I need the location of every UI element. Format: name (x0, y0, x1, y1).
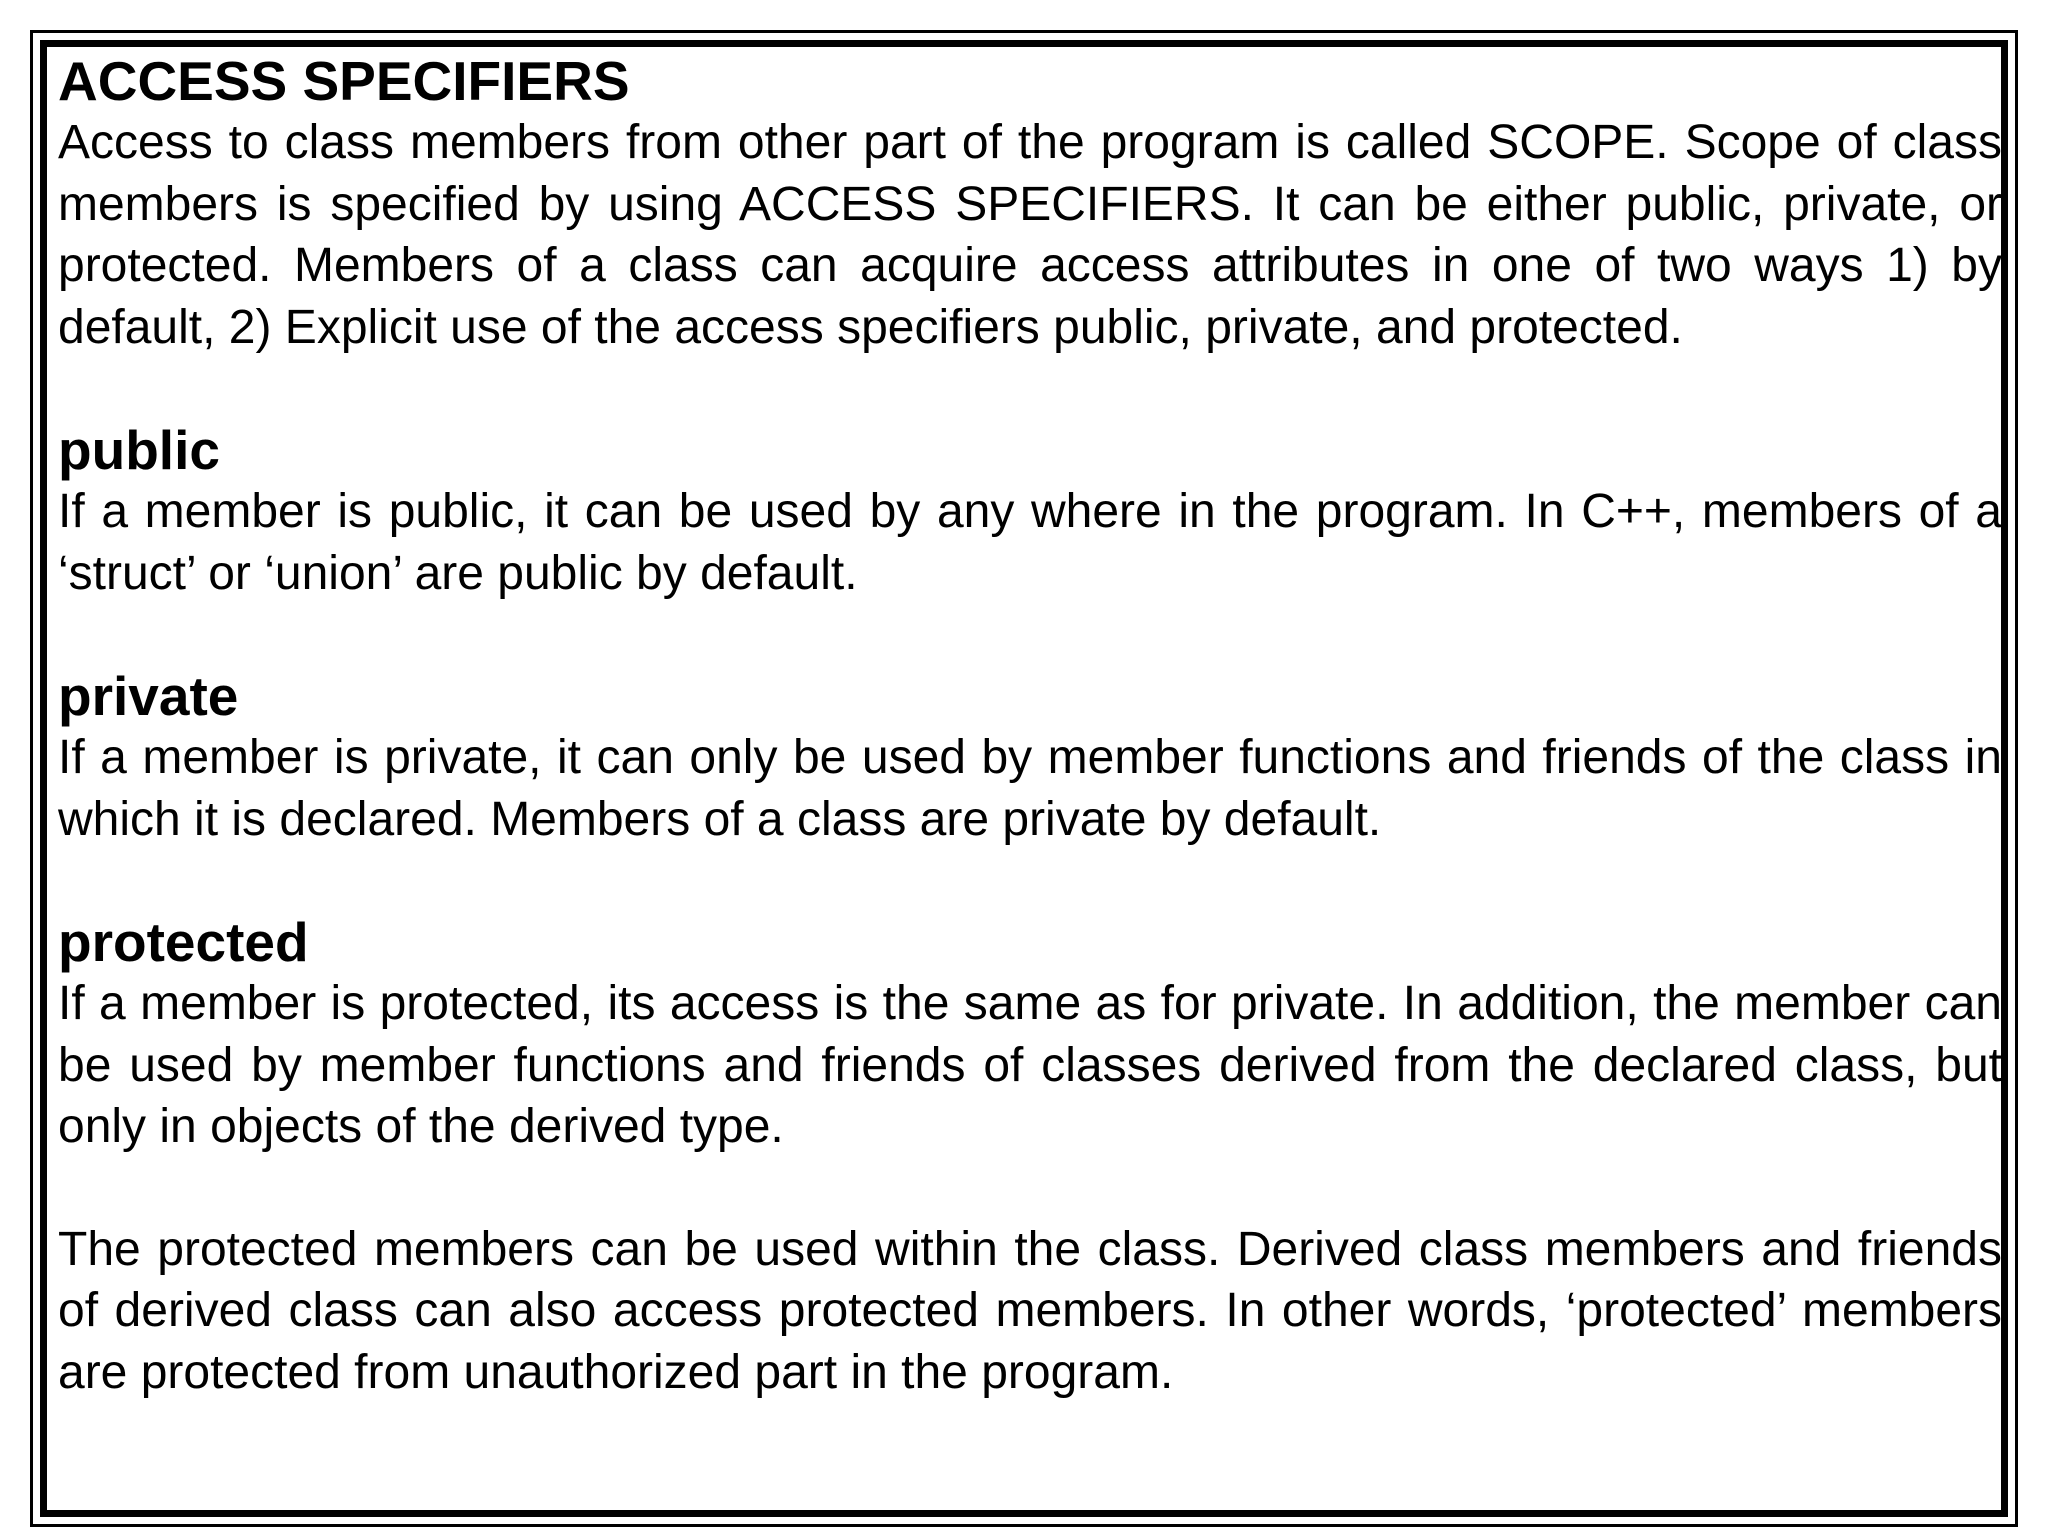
section-text-private: If a member is private, it can only be used by member functions and friends of the class in which it is declared. Members of a class are private by default. (58, 731, 2002, 846)
spacer (58, 358, 2002, 419)
section-text-protected: If a member is protected, its access is the same as for private. In addition, the member can be used by member functions and friends of classes derived from the declared class, but only in objects of the derived type. (58, 977, 2002, 1153)
intro-paragraph: Access to class members from other part of the program is called SCOPE. Scope of class members is specified by using ACCESS SPECIFIERS. It can be either public, private, or protected. Members of a class can acquire access attributes in one of two ways 1) by default, 2) Explicit use of the access specifiers public, private, and protected. (58, 116, 2002, 354)
section-heading-protected: protected (58, 911, 309, 973)
spacer (58, 1158, 2002, 1219)
document-body (58, 50, 2002, 1403)
spacer (58, 604, 2002, 665)
spacer (58, 850, 2002, 911)
closing-paragraph: The protected members can be used within the class. Derived class members and friends of derived class can also access protected members. In other words, ‘protected’ members are protected from unauthorized part in the program. (58, 1222, 2002, 1399)
section-heading-private: private (58, 665, 239, 727)
document-title: ACCESS SPECIFIERS (58, 50, 630, 112)
section-heading-public: public (58, 419, 220, 481)
section-text-public: If a member is public, it can be used by any where in the program. In C++, members of a ‘struct’ or ‘union’ are public by default. (58, 485, 2002, 600)
